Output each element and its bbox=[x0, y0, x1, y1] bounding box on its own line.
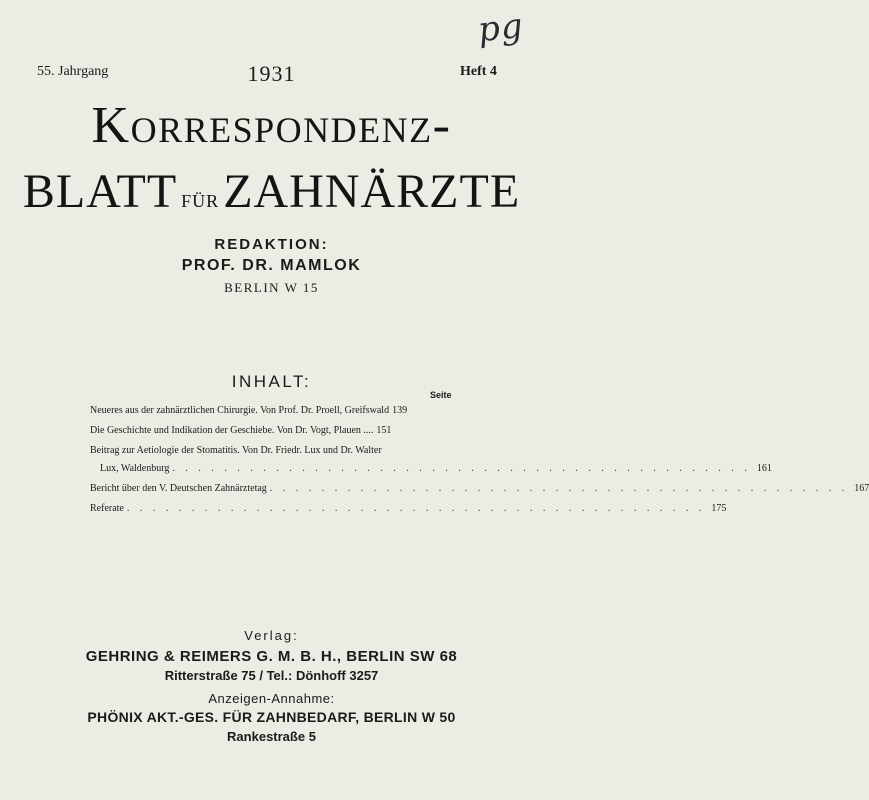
toc-entry-title: Die Geschichte und Indikation der Geschiebe. Von Dr. Vogt, Plauen .... bbox=[90, 425, 374, 436]
toc-entry-page: 167 bbox=[854, 483, 869, 494]
editor-location: BERLIN W 15 bbox=[224, 280, 319, 295]
toc-entry-title-continued: Lux, Waldenburg bbox=[100, 463, 170, 474]
contents-heading: INHALT: bbox=[231, 372, 312, 391]
toc-entry bbox=[90, 422, 450, 440]
volume-label: 55. Jahrgang bbox=[37, 64, 109, 79]
table-of-contents bbox=[90, 402, 869, 520]
toc-entry bbox=[90, 402, 450, 420]
toc-entry-page: 175 bbox=[711, 503, 727, 514]
editor-name: PROF. DR. MAMLOK bbox=[181, 257, 362, 274]
ads-address: Rankestraße 5 bbox=[227, 729, 316, 744]
issue-label: Heft 4 bbox=[460, 64, 497, 79]
title-blatt: BLATT bbox=[22, 165, 178, 218]
journal-title-line1: Korrespondenz- bbox=[91, 97, 452, 154]
year-label: 1931 bbox=[247, 61, 296, 86]
toc-entry-title: Neueres aus der zahnärztlichen Chirurgie. Von Prof. Dr. Proell, Greifswald bbox=[90, 405, 390, 416]
publisher-address: Ritterstraße 75 / Tel.: Dönhoff 3257 bbox=[164, 668, 379, 683]
page-column-header: Seite bbox=[430, 390, 452, 400]
toc-entry-title: Referate bbox=[90, 503, 124, 514]
ads-company: PHÖNIX AKT.-GES. FÜR ZAHNBEDARF, BERLIN W 50 bbox=[87, 709, 456, 725]
toc-entry-page: 161 bbox=[756, 463, 772, 474]
editorial-label: REDAKTION: bbox=[214, 236, 329, 253]
toc-entry-title: Bericht über den V. Deutschen Zahnärztetag bbox=[90, 483, 267, 494]
title-zahnaerzte: ZAHNÄRZTE bbox=[223, 165, 521, 218]
title-fuer: FÜR bbox=[181, 191, 220, 211]
toc-entry-title: Beitrag zur Aetiologie der Stomatitis. Von Dr. Friedr. Lux und Dr. Walter bbox=[90, 445, 382, 456]
toc-entry bbox=[90, 442, 772, 478]
toc-leader-dots bbox=[127, 500, 706, 518]
toc-entry bbox=[90, 480, 869, 498]
toc-entry bbox=[90, 500, 727, 518]
toc-leader-dots bbox=[270, 480, 849, 498]
toc-entry-page: 151 bbox=[376, 425, 392, 436]
handwritten-mark: pg bbox=[476, 5, 526, 51]
ads-label: Anzeigen-Annahme: bbox=[208, 691, 335, 706]
publisher-name: GEHRING & REIMERS G. M. B. H., BERLIN SW 68 bbox=[85, 648, 458, 665]
journal-title-line2 bbox=[0, 164, 543, 219]
toc-leader-dots bbox=[172, 460, 751, 478]
publisher-label: Verlag: bbox=[244, 628, 299, 643]
toc-entry-page: 139 bbox=[392, 405, 408, 416]
